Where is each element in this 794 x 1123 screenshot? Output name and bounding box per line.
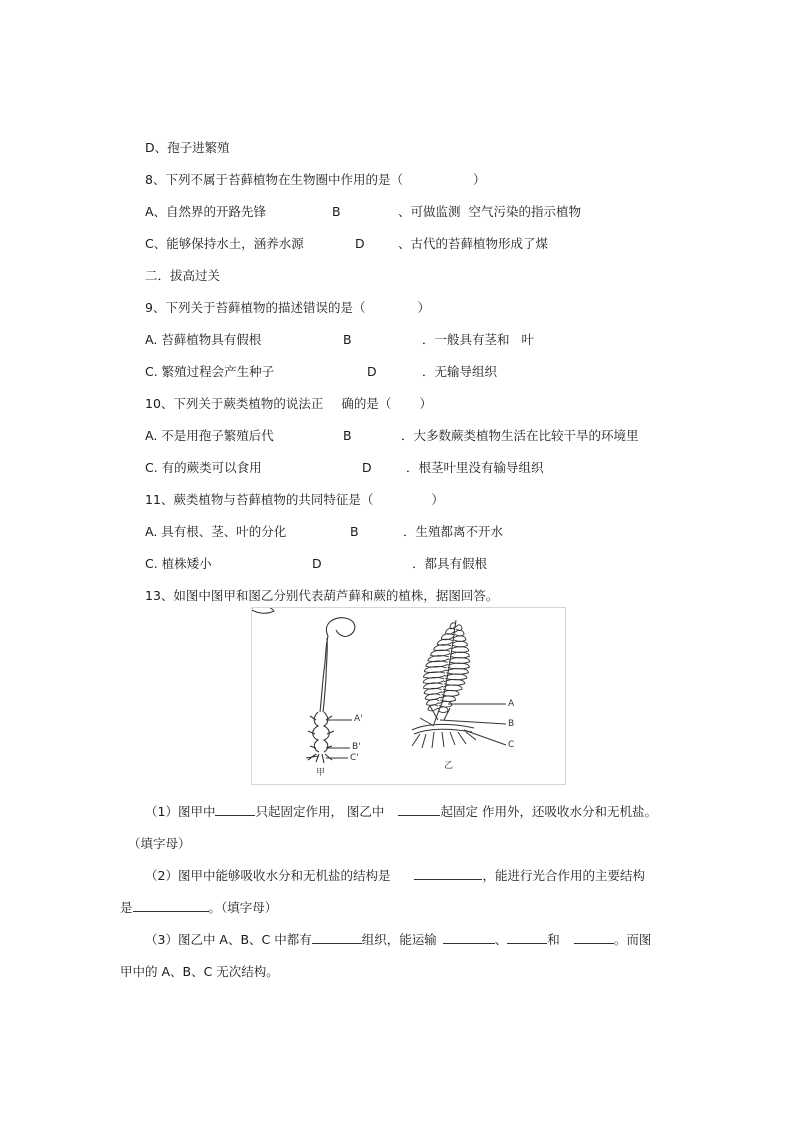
q8-option-b-letter: B (332, 204, 341, 219)
q8-option-b-text: 、可做监测 (398, 204, 461, 219)
question-11 (145, 492, 444, 508)
part-3-text-e: 。而图 (613, 932, 652, 947)
question-10-text2: 确的是（ (341, 396, 392, 411)
question-8-close: ） (472, 172, 486, 187)
q11-option-d: ．都具有假根 (412, 556, 488, 571)
plant-drawings (252, 608, 565, 784)
part-3-line-2: 甲中的 A、B、C 无次结构。 (120, 964, 279, 979)
answer-blank[interactable] (133, 901, 209, 912)
q11-option-c: C. 植株矮小 (145, 556, 212, 571)
part-1-text-d: 作用外，还吸收水分和无机盐。 (481, 804, 657, 819)
fern-pinna-right (448, 663, 470, 669)
part-2-text-c: 是 (120, 900, 133, 915)
q9-option-b-letter: B (343, 332, 352, 347)
q9-option-d: ．无输导组织 (422, 364, 498, 379)
fern-pinna-right (452, 641, 467, 647)
part-2-text-d: 。（填字母） (208, 900, 278, 915)
q8-option-d-letter: D (355, 236, 365, 251)
q9-option-d-letter: D (367, 364, 377, 379)
q10-option-b: ．大多数蕨类植物生活在比较干旱的环境里 (401, 428, 639, 443)
part-2-text-b: ，能进行光合作用的主要结构 (482, 868, 645, 883)
q8-option-b-text2: 空气污染的指示植物 (468, 204, 582, 219)
question-10-text: 10、下列关于蕨类植物的说法正 (145, 396, 324, 411)
answer-blank[interactable] (312, 933, 362, 944)
answer-blank[interactable] (414, 869, 482, 880)
part-3-text-a: （3）图乙中 A、B、C 中都有 (145, 932, 312, 947)
q10-option-b-letter: B (343, 428, 352, 443)
question-9 (145, 300, 430, 316)
q9-option-b-text: ．一般具有茎和 (422, 332, 510, 347)
fern-pinna-right (451, 647, 468, 653)
q9-option-b (422, 332, 534, 348)
q11-option-b: ．生殖都离不开水 (403, 524, 504, 539)
moss-caption: 甲 (316, 768, 326, 778)
q8-option-b (398, 204, 581, 220)
fern-rhizome (412, 704, 506, 748)
q7-option-d: D、孢子进繁殖 (145, 140, 230, 155)
q9-option-c: C. 繁殖过程会产生种子 (145, 364, 275, 379)
answer-blank[interactable] (443, 933, 495, 944)
answer-blank[interactable] (398, 805, 440, 816)
fern-pinna-right (454, 636, 466, 642)
part-1-note: （填字母） (128, 836, 191, 851)
q8-option-d: 、古代的苔藓植物形成了煤 (398, 236, 549, 251)
part-3-text-c: 、 (494, 932, 508, 947)
moss-label-b: B' (352, 742, 361, 752)
answer-blank[interactable] (215, 805, 255, 816)
q11-option-a: A. 具有根、茎、叶的分化 (145, 524, 287, 539)
fern-pinna-right (444, 679, 465, 685)
q10-option-c: C. 有的蕨类可以食用 (145, 460, 262, 475)
answer-blank[interactable] (507, 933, 547, 944)
fern-pinna-right (450, 652, 469, 658)
q10-option-a: A. 不是用孢子繁殖后代 (145, 428, 274, 443)
question-10-close: ） (419, 396, 432, 411)
plant-figure (251, 607, 566, 785)
question-11-close: ） (431, 492, 444, 507)
q8-option-c: C、能够保持水土，涵养水源 (145, 236, 304, 251)
moss-drawing (306, 618, 355, 763)
fern-pinna-right (445, 674, 467, 680)
part-2-line (145, 868, 645, 884)
part-3-text-d: 和 (547, 932, 560, 947)
fern-pinnae (423, 623, 470, 713)
q9-option-b-text2: 叶 (521, 332, 535, 347)
part-1-text-a: （1）图甲中 (145, 804, 216, 819)
fern-label-c: C (508, 740, 515, 750)
part-3-line (145, 932, 651, 948)
q9-option-a: A. 苔藓植物具有假根 (145, 332, 262, 347)
fern-label-a: A (508, 699, 515, 709)
part-3-text-b: 组织，能运输 (361, 932, 437, 947)
fern-pinna-right (446, 669, 468, 675)
q10-option-d-letter: D (362, 460, 372, 475)
part-1-line (145, 804, 657, 820)
q10-option-d: ．根茎叶里没有输导组织 (406, 460, 544, 475)
moss-label-c: C' (350, 753, 359, 763)
q11-option-d-letter: D (312, 556, 322, 571)
question-8-text: 8、下列不属于苔藓植物在生物圈中作用的是（ (145, 172, 403, 187)
part-2-line-2 (120, 900, 277, 916)
question-9-close: ） (417, 300, 430, 315)
part-2-text-a: （2）图甲中能够吸收水分和无机盐的结构是 (145, 868, 391, 883)
fern-pinna-right (455, 630, 464, 636)
part-1-text-b: 只起固定作用， 图乙中 (255, 804, 385, 819)
fern-caption: 乙 (444, 761, 454, 771)
question-10 (145, 396, 432, 412)
question-9-text: 9、下列关于苔藓植物的描述错误的是（ (145, 300, 366, 315)
fern-pinna-right (456, 625, 462, 631)
question-11-text: 11、蕨类植物与苔藓植物的共同特征是（ (145, 492, 374, 507)
question-8 (145, 172, 485, 188)
moss-label-a: A' (354, 714, 363, 724)
question-13: 13、如图中图甲和图乙分别代表葫芦藓和蕨的植株，据图回答。 (145, 588, 499, 603)
q8-option-a: A、自然界的开路先锋 (145, 204, 267, 219)
fern-label-b: B (508, 719, 515, 729)
answer-blank[interactable] (574, 933, 614, 944)
section-heading: 二．拔高过关 (145, 268, 221, 283)
q11-option-b-letter: B (350, 524, 359, 539)
part-1-text-c: 起固定 (440, 804, 478, 819)
